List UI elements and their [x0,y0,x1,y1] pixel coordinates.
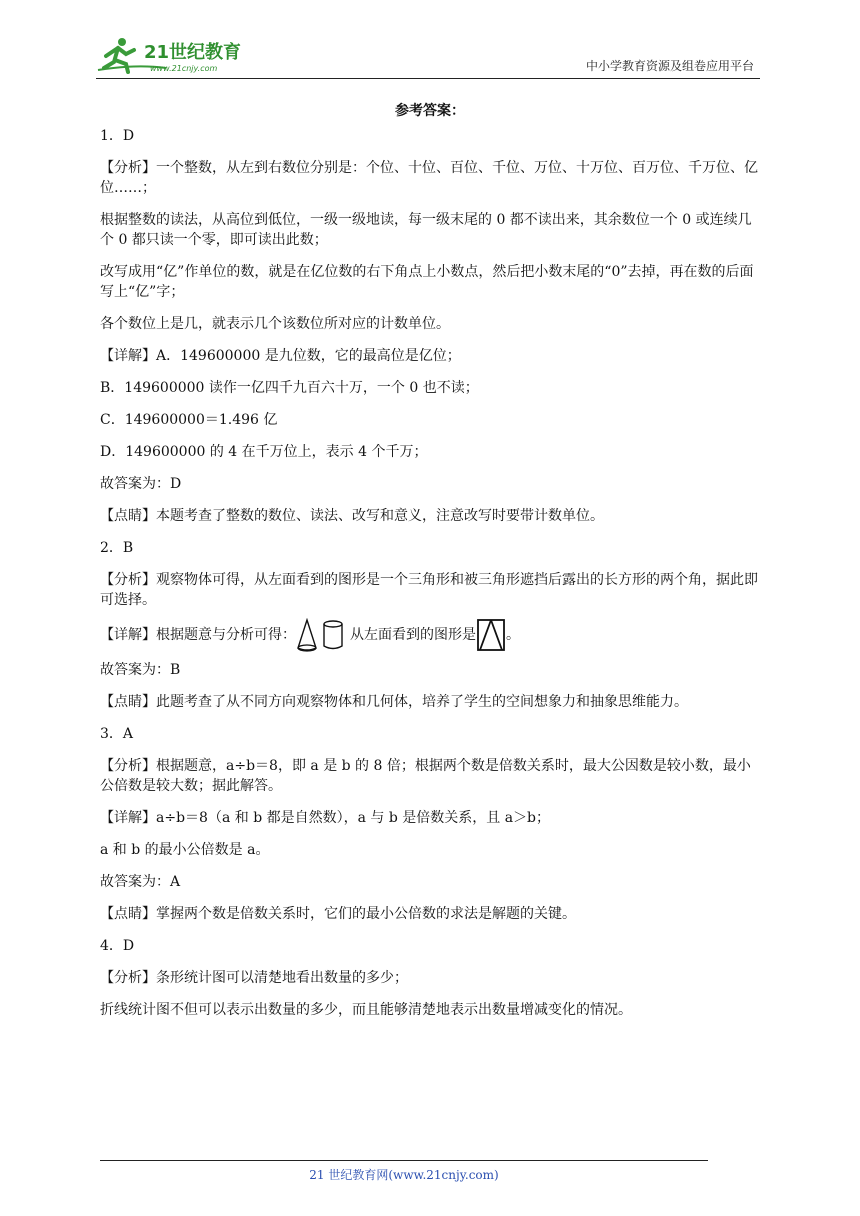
comment-text: 【点睛】此题考查了从不同方向观察物体和几何体，培养了学生的空间想象力和抽象思维能力。 [100,694,688,710]
analysis-text: 各个数位上是几，就表示几个该数位所对应的计数单位。 [100,316,450,332]
site-logo [96,34,266,74]
analysis-text: 【分析】根据题意，a÷b＝8，即 a 是 b 的 8 倍；根据两个数是倍数关系时，最大公因数是较小数，最小公倍数是较大数；据此解答。 [100,758,751,794]
footer-divider [100,1160,708,1161]
analysis-text: 改写成用“亿”作单位的数，就是在亿位数的右下角点上小数点，然后把小数末尾的“0”去掉，再在数的后面写上“亿”字； [100,264,754,300]
runner-logo-icon [96,34,266,74]
analysis-text: 【分析】条形统计图可以清楚地看出数量的多少； [100,970,408,986]
answer-text: 故答案为：A [100,874,181,890]
answer-text: 故答案为：D [100,476,182,492]
explanation-text: 【详解】根据题意与分析可得： [100,627,296,643]
svg-text:21世纪教育: 21世纪教育 [144,42,242,63]
analysis-text: 【分析】一个整数，从左到右数位分别是：个位、十位、百位、千位、万位、十万位、百万位、千万位、亿位……； [100,160,758,196]
explanation-text: a 和 b 的最小公倍数是 a。 [100,842,270,858]
comment-text: 【点睛】掌握两个数是倍数关系时，它们的最小公倍数的求法是解题的关键。 [100,906,576,922]
analysis-text: 折线统计图不但可以表示出数量的多少，而且能够清楚地表示出数量增减变化的情况。 [100,1002,632,1018]
explanation-text: C．149600000＝1.496 亿 [100,412,278,428]
answer-number: 2．B [100,540,134,556]
explanation-text: 从左面看到的图形是 [350,627,476,643]
answer-number: 4．D [100,938,135,954]
answer-text: 故答案为：B [100,662,181,678]
analysis-text: 【分析】观察物体可得，从左面看到的图形是一个三角形和被三角形遮挡后露出的长方形的两个角，据此即可选择。 [100,572,758,608]
page-title: 参考答案： [395,103,465,119]
answer-number: 1．D [100,128,135,144]
cone-cylinder-figure-icon [296,618,350,652]
page-footer: 21 世纪教育网(www.21cnjy.com) [309,1168,499,1182]
platform-name: 中小学教育资源及组卷应用平台 [585,59,754,73]
comment-text: 【点睛】本题考查了整数的数位、读法、改写和意义，注意改写时要带计数单位。 [100,508,604,524]
analysis-text: 根据整数的读法，从高位到低位，一级一级地读，每一级末尾的 0 都不读出来，其余数位一个 0 或连续几个 0 都只读一个零，即可读出此数； [100,212,752,248]
explanation-text: 【详解】A．149600000 是九位数，它的最高位是亿位； [100,348,461,364]
answer-content [100,96,760,1032]
explanation-text: D．149600000 的 4 在千万位上，表示 4 个千万； [100,444,428,460]
answer-number: 3．A [100,726,134,742]
explanation-text: 【详解】a÷b＝8（a 和 b 都是自然数），a 与 b 是倍数关系，且 a＞b； [100,810,551,826]
left-view-figure-icon [476,618,506,652]
explanation-with-figures [100,618,760,652]
page-header [96,30,760,79]
explanation-text: B．149600000 读作一亿四千九百六十万，一个 0 也不读； [100,380,479,396]
svg-text:www.21cnjy.com: www.21cnjy.com [150,64,218,73]
explanation-text: 。 [506,627,520,643]
